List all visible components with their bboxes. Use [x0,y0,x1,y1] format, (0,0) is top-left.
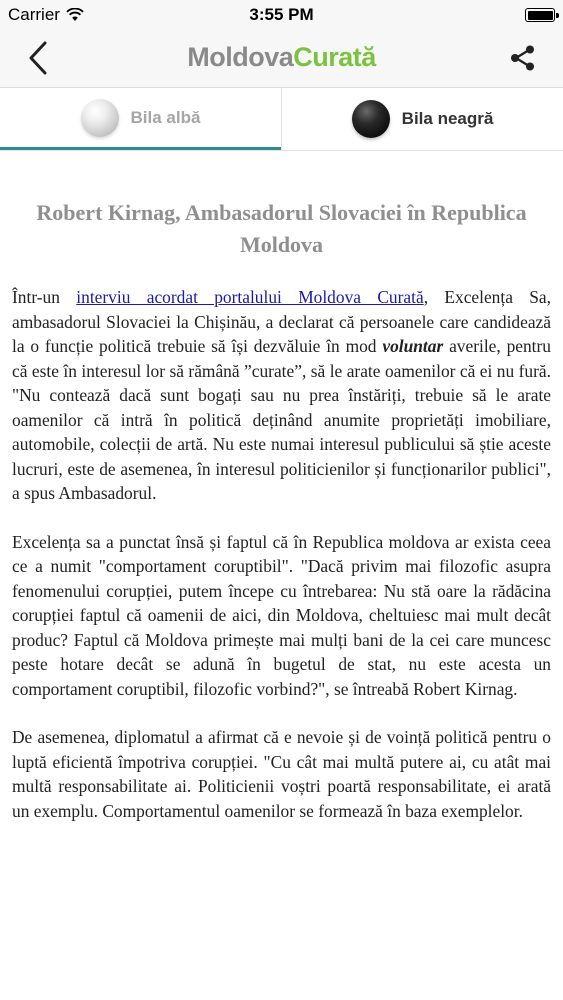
paragraph-text: Într-un [12,287,77,307]
paragraph-text: averile, pentru că este în interesul lor să rămână ”curate”, să le arate oamenilor că ei nu fură. "Nu contează dacă sunt bogați sau nu prea înstăriți, trebuie să le arate oamenilor că intră în politică deținând anumite proprietăți imobiliare, automobile, colecții de artă. Nu este numai interesul publicului să știe aceste lucruri, este de asemenea, în interesul politicienilor și funcționarilor publici", a spus Ambasadorul. [12,336,551,503]
tab-bila-neagra[interactable] [281,88,563,150]
tab-bila-alba[interactable] [0,88,281,150]
share-icon [509,44,537,72]
interview-link[interactable]: interviu acordat portalului Moldova Curată [76,287,424,307]
black-ball-icon [352,100,390,138]
nav-bar [0,30,563,88]
status-bar [0,0,563,30]
article-title: Robert Kirnag, Ambasadorul Slovaciei în Republica Moldova [36,200,527,257]
battery-icon [525,8,555,22]
carrier-label: Carrier [8,5,60,24]
paragraph-text: , Excelența Sa, ambasadorul Slovaciei la Chișinău, a declarat că persoanele care candidează la o funcție politică trebuie să își dezvăluie în mod [12,287,552,356]
app-logo [0,42,563,73]
article-body[interactable] [0,151,563,1000]
status-time: 3:55 PM [249,5,314,24]
article-paragraph: De asemenea, diplomatul a afirmat că e nevoie și de voință politică pentru o luptă eficientă împotriva corupției. "Cu cât mai multă putere ai, cu atât mai multă responsabilitate ai. Politicienii voștri poartă responsabilitate, ei arată un exemplu. Comportamentul oamenilor se formează în baza exemplelor. [12,727,551,821]
article-paragraph: Excelența sa a punctat însă și faptul că în Republica moldova ar exista ceea ce a numit "comportament coruptibil". "Dacă privim mai filozofic asupra fenomenului corupției, putem începe cu întrebarea: Nu stă oare la rădăcina corupției faptul că oamenii de aici, din Moldova, cheltuiesc mai mult decât produc? Faptul că Moldova primește mai mulți bani de la cei care muncesc peste hotare decât se adună în bugetul de stat, nu este acesta un comportament coruptibil, filozofic vorbind?", se întreabă Robert Kirnag. [12,531,551,699]
white-ball-icon [81,99,119,137]
tab-label: Bila neagră [401,109,494,128]
article-paragraph [12,285,551,506]
emphasis-text: voluntar [382,336,444,356]
logo-part-curata: Curată [293,42,376,72]
tab-label: Bila albă [130,107,201,127]
share-button[interactable] [505,40,541,76]
logo-part-moldova: Moldova [187,42,294,72]
tab-bar [0,88,563,151]
